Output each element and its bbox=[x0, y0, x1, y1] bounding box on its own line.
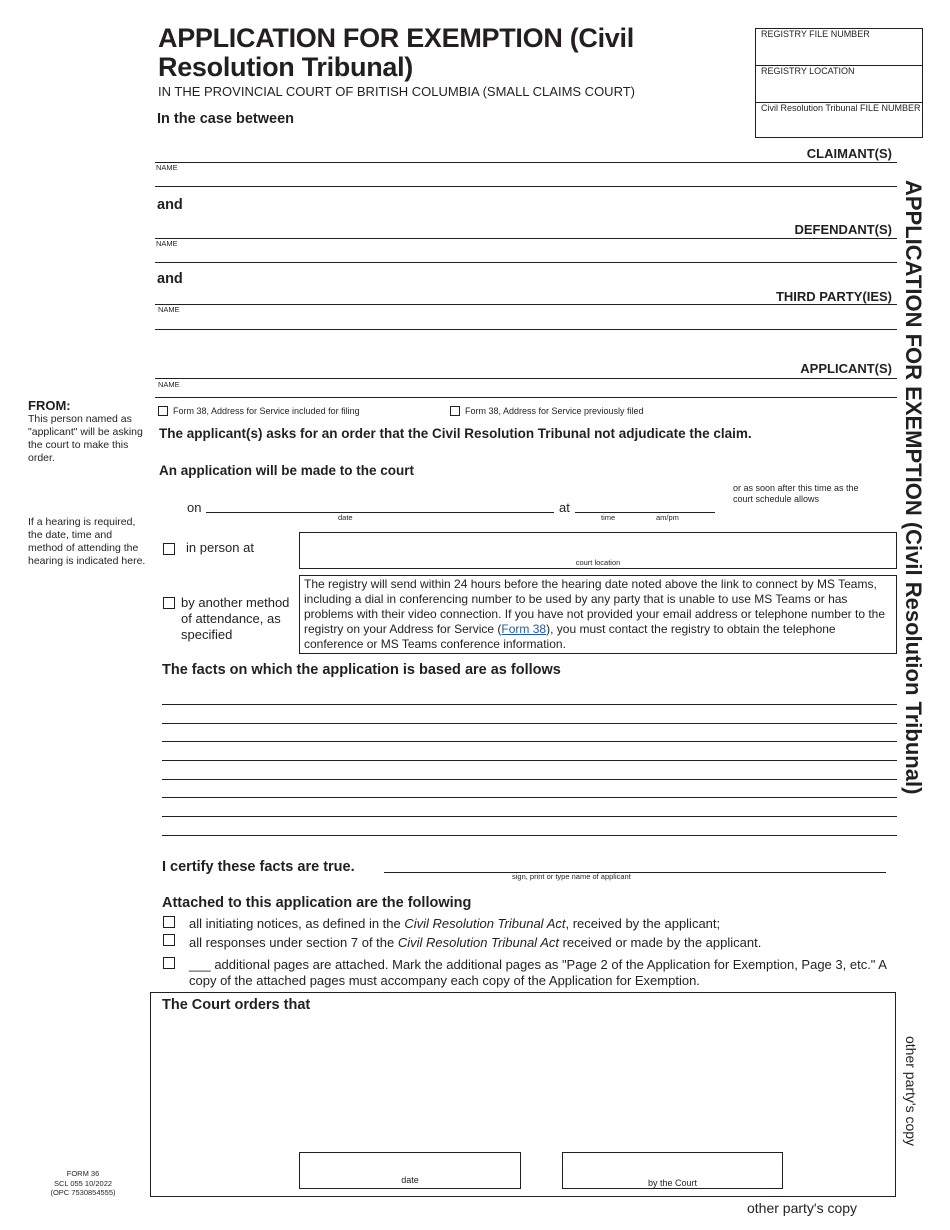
claimant-name-field[interactable] bbox=[155, 186, 897, 187]
in-person-label: in person at bbox=[186, 540, 254, 555]
facts-line-4[interactable] bbox=[162, 760, 897, 761]
and-label-1: and bbox=[157, 197, 183, 213]
other-method-checkbox[interactable] bbox=[163, 597, 175, 609]
court-subtitle: IN THE PROVINCIAL COURT OF BRITISH COLUMBIA (SMALL CLAIMS COURT) bbox=[158, 84, 635, 99]
certify-label: I certify these facts are true. bbox=[162, 859, 355, 875]
from-title: FROM: bbox=[28, 398, 71, 413]
teams-text-1: The registry will send within 24 hours before the hearing date noted above the link to connect by MS Teams, including a dial in conferencing number to be used by any party that is unable to use MS Teams or has problems with their video connection. If you have not provided your email address or telephone number to the registry on your Address for Service ( bbox=[304, 577, 886, 636]
signature-field[interactable] bbox=[384, 872, 886, 873]
opc-number: (OPC 7530854555) bbox=[50, 1188, 116, 1197]
form-title: APPLICATION FOR EXEMPTION (Civil Resolution Tribunal) bbox=[158, 23, 634, 82]
from-sidebar bbox=[28, 398, 148, 465]
claimant-name-label: NAME bbox=[156, 163, 178, 172]
ampm-label: am/pm bbox=[656, 513, 679, 522]
other-method-label: by another method of attendance, as specified bbox=[181, 595, 290, 642]
additional-pages-count-field[interactable]: ___ bbox=[189, 957, 211, 972]
registry-file-number-label: REGISTRY FILE NUMBER bbox=[761, 29, 870, 39]
and-label-2: and bbox=[157, 271, 183, 287]
applicant-name-field[interactable] bbox=[155, 397, 897, 398]
registry-box bbox=[755, 28, 923, 138]
court-orders-heading: The Court orders that bbox=[162, 997, 311, 1013]
hearing-heading: An application will be made to the court bbox=[159, 463, 415, 478]
claimant-label: CLAIMANT(S) bbox=[806, 146, 892, 161]
vertical-title bbox=[880, 180, 930, 870]
hearing-date-field[interactable] bbox=[206, 512, 554, 513]
in-person-checkbox[interactable] bbox=[163, 543, 175, 555]
service-previous-checkbox[interactable] bbox=[450, 406, 460, 416]
attachment-item-2: all responses under section 7 of the Civil Resolution Tribunal Act received or made by the applicant. bbox=[189, 935, 762, 950]
defendant-line bbox=[155, 238, 897, 239]
form-footer bbox=[40, 1169, 126, 1198]
facts-line-3[interactable] bbox=[162, 741, 897, 742]
form-number: FORM 36 bbox=[66, 1169, 100, 1178]
attachment-item-3: ___ additional pages are attached. Mark the additional pages as "Page 2 of the Application for Exemption, Page 3, etc." A copy of the attached pages must accompany each copy of the Application for Exemption. bbox=[189, 957, 887, 988]
teams-info-box bbox=[299, 575, 897, 654]
registry-location-label: REGISTRY LOCATION bbox=[761, 66, 855, 76]
at-label: at bbox=[559, 500, 570, 515]
service-included-label: Form 38, Address for Service included for filing bbox=[173, 406, 360, 416]
court-signature-field[interactable] bbox=[562, 1152, 783, 1189]
court-date-field[interactable] bbox=[299, 1152, 521, 1189]
responses-checkbox[interactable] bbox=[163, 934, 175, 946]
third-party-name-label: NAME bbox=[158, 305, 180, 314]
third-party-name-field[interactable] bbox=[155, 329, 897, 330]
on-label: on bbox=[187, 500, 202, 515]
signature-label: sign, print or type name of applicant bbox=[512, 872, 631, 881]
third-party-line bbox=[155, 304, 897, 305]
facts-line-5[interactable] bbox=[162, 779, 897, 780]
facts-heading: The facts on which the application is based are as follows bbox=[162, 662, 561, 678]
court-orders-box bbox=[150, 992, 896, 1197]
service-previous-label: Form 38, Address for Service previously filed bbox=[465, 406, 644, 416]
order-request: The applicant(s) asks for an order that the Civil Resolution Tribunal not adjudicate the claim. bbox=[159, 426, 752, 441]
scl-number: SCL 055 10/2022 bbox=[53, 1178, 113, 1188]
defendant-label: DEFENDANT(S) bbox=[794, 222, 892, 237]
attachment-item-1: all initiating notices, as defined in the Civil Resolution Tribunal Act, received by the applicant; bbox=[189, 916, 721, 931]
vertical-title-text: APPLICATION FOR EXEMPTION (Civil Resolution Tribunal) bbox=[901, 180, 926, 795]
defendant-name-field[interactable] bbox=[155, 262, 897, 263]
registry-location-field[interactable] bbox=[756, 66, 922, 103]
court-date-label: date bbox=[401, 1175, 419, 1185]
court-location-label: court location bbox=[575, 558, 621, 567]
facts-line-8[interactable] bbox=[162, 835, 897, 836]
attachments-heading: Attached to this application are the following bbox=[162, 895, 472, 911]
hearing-note: If a hearing is required, the date, time and method of attending the hearing is indicated here. bbox=[28, 516, 146, 567]
copy-label: other party's copy bbox=[747, 1200, 858, 1216]
soon-note: or as soon after this time as the court schedule allows bbox=[733, 483, 859, 504]
by-court-label: by the Court bbox=[647, 1178, 698, 1188]
defendant-name-label: NAME bbox=[156, 239, 178, 248]
from-description: This person named as "applicant" will be asking the court to make this order. bbox=[28, 413, 143, 464]
facts-line-1[interactable] bbox=[162, 704, 897, 705]
facts-line-7[interactable] bbox=[162, 816, 897, 817]
service-included-checkbox[interactable] bbox=[158, 406, 168, 416]
vertical-copy-text: other party's copy bbox=[903, 1036, 919, 1147]
applicant-name-label: NAME bbox=[158, 380, 180, 389]
crt-file-number-field[interactable] bbox=[756, 103, 922, 137]
court-location-field[interactable] bbox=[299, 532, 897, 569]
form-38-link[interactable]: Form 38 bbox=[501, 622, 547, 636]
facts-line-6[interactable] bbox=[162, 797, 897, 798]
initiating-notices-checkbox[interactable] bbox=[163, 916, 175, 928]
applicant-line bbox=[155, 378, 897, 379]
claimant-line bbox=[155, 162, 897, 163]
time-label: time bbox=[601, 513, 616, 522]
third-party-label: THIRD PARTY(IES) bbox=[775, 289, 892, 304]
registry-file-number-field[interactable] bbox=[756, 29, 922, 66]
date-label: date bbox=[338, 513, 353, 522]
teams-text-2: ), you must contact the registry to obtain the telephone conference or MS Teams conference information. bbox=[304, 622, 836, 651]
crt-file-number-label: Civil Resolution Tribunal FILE NUMBER bbox=[761, 103, 921, 113]
hearing-time-field[interactable] bbox=[575, 512, 715, 513]
facts-line-2[interactable] bbox=[162, 723, 897, 724]
case-between-heading: In the case between bbox=[157, 111, 294, 127]
additional-pages-checkbox[interactable] bbox=[163, 957, 175, 969]
applicant-label: APPLICANT(S) bbox=[800, 361, 892, 376]
